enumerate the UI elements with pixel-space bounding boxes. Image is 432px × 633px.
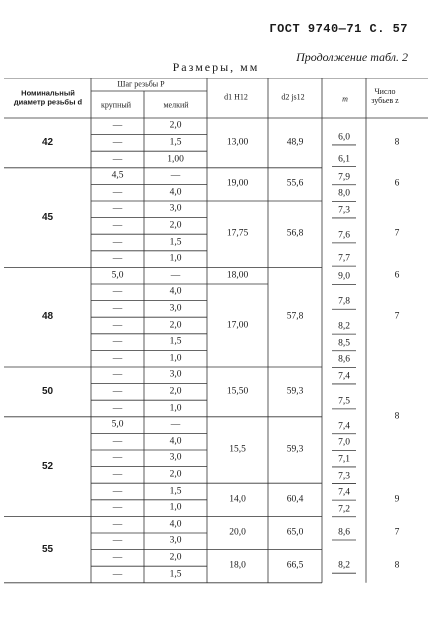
header-m: m [342,94,348,104]
d1-value: 15,5 [229,444,246,455]
fine-pitch-value: — [170,269,181,280]
nominal-diameter-value: 45 [41,211,54,223]
coarse-pitch-value: — [112,469,123,480]
coarse-pitch-value: — [112,203,123,214]
fine-pitch-value: 2,0 [169,552,182,563]
d1-value: 13,00 [226,137,249,148]
coarse-pitch-value: — [112,120,123,131]
coarse-pitch-value: — [112,452,123,463]
coarse-pitch-value: — [112,485,123,496]
fine-pitch-value: 2,0 [169,469,182,480]
fine-pitch-value: 2,0 [169,319,182,330]
m-value: 8,2 [338,560,350,571]
d2-value: 59,3 [286,386,304,397]
header-pitch: Шаг резьбы P [117,79,165,89]
fine-pitch-value: 4,0 [169,186,182,197]
m-value: 7,4 [338,371,350,382]
d1-value: 18,0 [229,560,246,571]
m-value: 7,6 [338,230,350,241]
header-d1: d1 H12 [224,92,248,102]
d1-value: 19,00 [226,178,249,189]
continuation-label: Продолжение табл. 2 [296,50,408,64]
coarse-pitch-value: — [112,336,123,347]
fine-pitch-value: 4,0 [169,518,182,529]
coarse-pitch-value: — [112,236,123,247]
coarse-pitch-value: — [112,186,123,197]
d1-value: 17,00 [226,319,249,330]
teeth-count-value: 7 [394,527,400,538]
coarse-pitch-value: 4,5 [111,170,124,181]
coarse-pitch-value: — [112,369,123,380]
units-caption: Размеры, мм [172,60,260,74]
m-value: 8,2 [338,321,350,332]
nominal-diameter-value: 55 [41,543,54,555]
nominal-diameter-value: 50 [41,385,54,397]
d1-value: 18,00 [226,269,249,280]
m-value: 7,2 [338,504,350,514]
m-value: 7,4 [338,421,350,431]
d1-value: 14,0 [229,494,246,505]
coarse-pitch-value: 5,0 [111,269,124,280]
fine-pitch-value: 3,0 [169,203,182,214]
d2-value: 60,4 [286,494,304,505]
fine-pitch-value: 1,0 [169,253,182,264]
fine-pitch-value: 3,0 [169,303,182,314]
fine-pitch-value: 3,0 [169,452,182,463]
header-nominal-text: Номинальный диаметр резьбы d [13,88,83,106]
m-value: 6,0 [338,132,350,143]
coarse-pitch-value: — [112,253,123,264]
coarse-pitch-value: — [112,137,123,148]
nominal-diameter-value: 42 [41,136,54,148]
d2-value: 65,0 [286,527,304,538]
coarse-pitch-value: — [112,435,123,446]
nominal-diameter-value: 52 [41,460,54,472]
teeth-count-value: 8 [394,411,400,422]
m-value: 8,5 [338,338,350,348]
fine-pitch-value: 2,0 [169,220,182,231]
d2-value: 55,6 [286,178,304,189]
fine-pitch-value: 2,0 [169,386,182,397]
header-coarse: крупный [101,100,131,110]
fine-pitch-value: 1,0 [169,402,182,413]
teeth-count-value: 6 [394,178,400,189]
m-value: 7,3 [338,470,350,481]
fine-pitch-value: 1,0 [169,352,182,363]
d2-value: 66,5 [286,560,304,571]
coarse-pitch-value: — [112,286,123,297]
teeth-count-value: 7 [394,228,400,239]
coarse-pitch-value: — [112,386,123,397]
coarse-pitch-value: — [112,518,123,529]
m-value: 9,0 [338,271,350,282]
coarse-pitch-value: — [112,568,123,579]
m-value: 7,4 [338,487,350,498]
m-value: 7,9 [338,172,350,182]
m-value: 7,0 [338,437,350,448]
teeth-count-value: 8 [394,137,400,148]
d2-value: 56,8 [286,228,304,239]
teeth-count-value: 9 [394,494,400,505]
d1-value: 17,75 [226,228,249,239]
d2-value: 59,3 [286,444,304,455]
fine-pitch-value: — [170,170,181,181]
coarse-pitch-value: — [112,552,123,563]
fine-pitch-value: 1,5 [169,236,182,247]
m-value: 8,0 [338,188,350,199]
m-value: 7,3 [338,205,350,216]
fine-pitch-value: 1,0 [169,502,182,513]
teeth-count-value: 6 [394,269,400,280]
header-teeth-text: Число зубьев z [371,86,399,105]
m-value: 8,6 [338,527,350,538]
dimensions-table [0,78,432,633]
coarse-pitch-value: — [112,319,123,330]
coarse-pitch-value: — [112,502,123,513]
coarse-pitch-value: — [112,153,123,164]
d2-value: 57,8 [286,311,304,322]
header-nominal-diameter [13,89,83,106]
d2-value: 48,9 [286,137,304,148]
table-grid-lines [0,78,432,633]
fine-pitch-value: 1,5 [169,568,182,579]
header-teeth-count [369,87,401,105]
standard-header: ГОСТ 9740—71 С. 57 [269,22,408,36]
m-value: 7,1 [338,454,350,465]
m-value: 7,7 [338,253,350,264]
teeth-count-value: 7 [394,311,400,322]
m-value: 8,6 [338,354,350,365]
fine-pitch-value: 3,0 [169,535,182,546]
fine-pitch-value: 1,5 [169,485,182,496]
d1-value: 15,50 [226,386,249,397]
d1-value: 20,0 [229,527,246,538]
coarse-pitch-value: — [112,352,123,363]
m-value: 6,1 [338,153,350,164]
m-value: 7,5 [338,396,350,407]
m-value: 7,8 [338,296,350,307]
teeth-count-value: 8 [394,560,400,571]
fine-pitch-value: 1,00 [167,153,184,164]
fine-pitch-value: 2,0 [169,120,182,131]
fine-pitch-value: 3,0 [169,369,182,380]
coarse-pitch-value: 5,0 [111,419,124,430]
coarse-pitch-value: — [112,220,123,231]
fine-pitch-value: 1,5 [169,137,182,148]
fine-pitch-value: 4,0 [169,286,182,297]
header-d2: d2 js12 [281,92,305,102]
fine-pitch-value: 4,0 [169,435,182,446]
coarse-pitch-value: — [112,303,123,314]
fine-pitch-value: 1,5 [169,336,182,347]
coarse-pitch-value: — [112,402,123,413]
coarse-pitch-value: — [112,535,123,546]
nominal-diameter-value: 48 [41,311,54,323]
fine-pitch-value: — [170,419,181,430]
header-fine: мелкий [163,100,189,110]
